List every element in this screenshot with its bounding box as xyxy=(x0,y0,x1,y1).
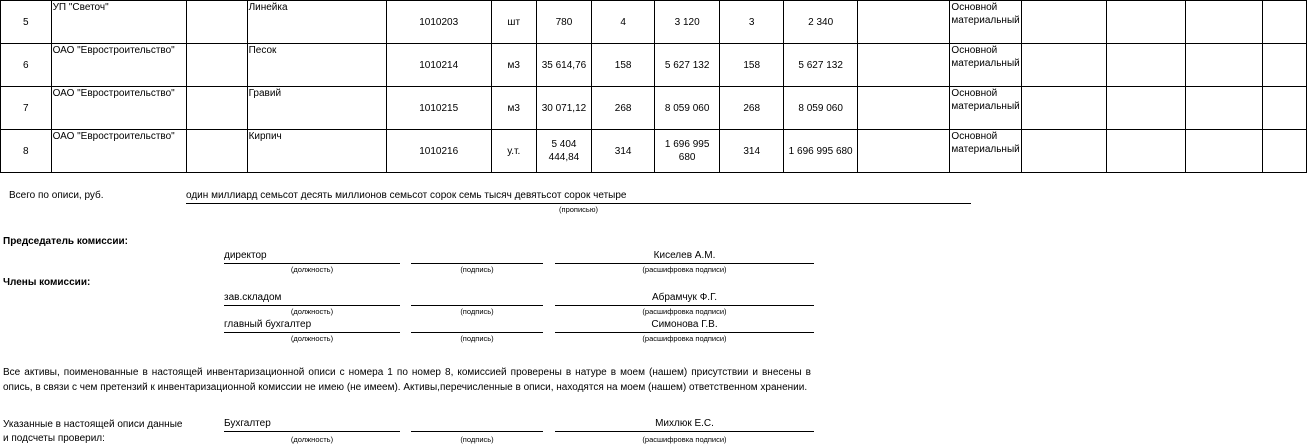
cell-empty xyxy=(858,87,950,130)
cell-qty-fact: 268 xyxy=(592,87,655,130)
checker-signature-line xyxy=(411,418,543,432)
cell-qty-book: 268 xyxy=(720,87,784,130)
cell-name: Линейка xyxy=(247,1,386,44)
checked-label-line2: и подсчеты проверил: xyxy=(3,433,105,444)
table-row xyxy=(1,87,1307,130)
cell-empty xyxy=(1263,130,1307,173)
caption-decoding: (расшифровка подписи) xyxy=(642,265,727,274)
cell-category: Основной материальный xyxy=(950,44,1021,87)
cell-name: Песок xyxy=(247,44,386,87)
cell-qty-fact: 314 xyxy=(592,130,655,173)
table-row xyxy=(1,1,1307,44)
cell-org: УП "Светоч" xyxy=(51,1,187,44)
members-heading: Члены комиссии: xyxy=(3,277,91,288)
cell-price: 30 071,12 xyxy=(536,87,592,130)
cell-qty-fact: 158 xyxy=(592,44,655,87)
caption-signature: (подпись) xyxy=(460,307,494,316)
cell-empty xyxy=(1106,130,1185,173)
cell-empty xyxy=(1186,87,1263,130)
cell-sum-fact: 3 120 xyxy=(654,1,720,44)
member2-name: Симонова Г.В. xyxy=(555,319,814,333)
member2-position: главный бухгалтер xyxy=(224,319,400,333)
table-row xyxy=(1,130,1307,173)
cell-sum-fact: 8 059 060 xyxy=(654,87,720,130)
cell-org: ОАО "Евростроительство" xyxy=(51,87,187,130)
cell-unit: м3 xyxy=(491,87,536,130)
cell-sum-book: 1 696 995 680 xyxy=(783,130,857,173)
cell-price: 780 xyxy=(536,1,592,44)
member1-signature-line xyxy=(411,292,543,306)
cell-num: 6 xyxy=(1,44,52,87)
cell-sum-book: 8 059 060 xyxy=(783,87,857,130)
total-label: Всего по описи, руб. xyxy=(9,190,104,201)
cell-category: Основной материальный xyxy=(950,1,1021,44)
cell-empty xyxy=(1106,87,1185,130)
member2-signature-line xyxy=(411,319,543,333)
cell-empty xyxy=(1021,87,1106,130)
cell-empty xyxy=(1021,130,1106,173)
caption-position: (должность) xyxy=(290,307,334,316)
cell-empty xyxy=(858,44,950,87)
cell-empty xyxy=(1021,1,1106,44)
caption-signature: (подпись) xyxy=(460,334,494,343)
caption-decoding: (расшифровка подписи) xyxy=(642,334,727,343)
cell-category: Основной материальный xyxy=(950,130,1021,173)
member1-position: зав.складом xyxy=(224,292,400,306)
cell-code: 1010203 xyxy=(386,1,491,44)
caption-position: (должность) xyxy=(290,435,334,444)
cell-category: Основной материальный xyxy=(950,87,1021,130)
total-words: один миллиард семьсот десять миллионов семьсот сорок семь тысяч девятьсот сорок четыре xyxy=(186,190,971,204)
cell-org: ОАО "Евростроительство" xyxy=(51,130,187,173)
cell-empty xyxy=(1021,44,1106,87)
cell-empty xyxy=(858,130,950,173)
chairman-name: Киселев А.М. xyxy=(555,250,814,264)
checked-label xyxy=(3,418,182,446)
cell-unit: у.т. xyxy=(491,130,536,173)
caption-signature: (подпись) xyxy=(460,435,494,444)
cell-empty xyxy=(1263,1,1307,44)
cell-price: 5 404 444,84 xyxy=(536,130,592,173)
cell-num: 7 xyxy=(1,87,52,130)
cell-num: 5 xyxy=(1,1,52,44)
member1-name: Абрамчук Ф.Г. xyxy=(555,292,814,306)
cell-empty xyxy=(187,44,247,87)
cell-qty-fact: 4 xyxy=(592,1,655,44)
inventory-table xyxy=(0,0,1307,173)
cell-empty xyxy=(1186,130,1263,173)
checker-name: Михлюк Е.С. xyxy=(555,418,814,432)
cell-num: 8 xyxy=(1,130,52,173)
cell-sum-book: 2 340 xyxy=(783,1,857,44)
cell-qty-book: 3 xyxy=(720,1,784,44)
caption-signature: (подпись) xyxy=(460,265,494,274)
chairman-heading: Председатель комиссии: xyxy=(3,236,128,247)
cell-unit: шт xyxy=(491,1,536,44)
cell-sum-book: 5 627 132 xyxy=(783,44,857,87)
statement-text: Все активы, поименованные в настоящей инвентаризационной описи с номера 1 по номер 8, комиссией проверены в натуре в моем (нашем) присутствии и внесены в опись, в связи с чем претензий к инвентаризационной комиссии не имею (не имеем). Активы,перечисленные в описи, находятся на моем (нашем) ответственном хранении. xyxy=(3,367,811,393)
checked-label-line1: Указанные в настоящей описи данные xyxy=(3,419,183,430)
cell-empty xyxy=(187,130,247,173)
caption-position: (должность) xyxy=(290,334,334,343)
cell-name: Кирпич xyxy=(247,130,386,173)
caption-position: (должность) xyxy=(290,265,334,274)
cell-sum-fact: 5 627 132 xyxy=(654,44,720,87)
caption-decoding: (расшифровка подписи) xyxy=(642,435,727,444)
cell-empty xyxy=(858,1,950,44)
cell-empty xyxy=(1106,1,1185,44)
cell-price: 35 614,76 xyxy=(536,44,592,87)
cell-empty xyxy=(187,87,247,130)
cell-org: ОАО "Евростроительство" xyxy=(51,44,187,87)
cell-name: Гравий xyxy=(247,87,386,130)
cell-unit: м3 xyxy=(491,44,536,87)
chairman-position: директор xyxy=(224,250,400,264)
cell-sum-fact: 1 696 995 680 xyxy=(654,130,720,173)
cell-empty xyxy=(1263,44,1307,87)
caption-decoding: (расшифровка подписи) xyxy=(642,307,727,316)
cell-empty xyxy=(187,1,247,44)
cell-empty xyxy=(1263,87,1307,130)
cell-empty xyxy=(1186,44,1263,87)
checker-position: Бухгалтер xyxy=(224,418,400,432)
cell-qty-book: 158 xyxy=(720,44,784,87)
cell-code: 1010216 xyxy=(386,130,491,173)
table-row xyxy=(1,44,1307,87)
cell-qty-book: 314 xyxy=(720,130,784,173)
chairman-signature-line xyxy=(411,250,543,264)
cell-code: 1010215 xyxy=(386,87,491,130)
cell-empty xyxy=(1186,1,1263,44)
cell-empty xyxy=(1106,44,1185,87)
total-caption: (прописью) xyxy=(559,205,598,214)
cell-code: 1010214 xyxy=(386,44,491,87)
